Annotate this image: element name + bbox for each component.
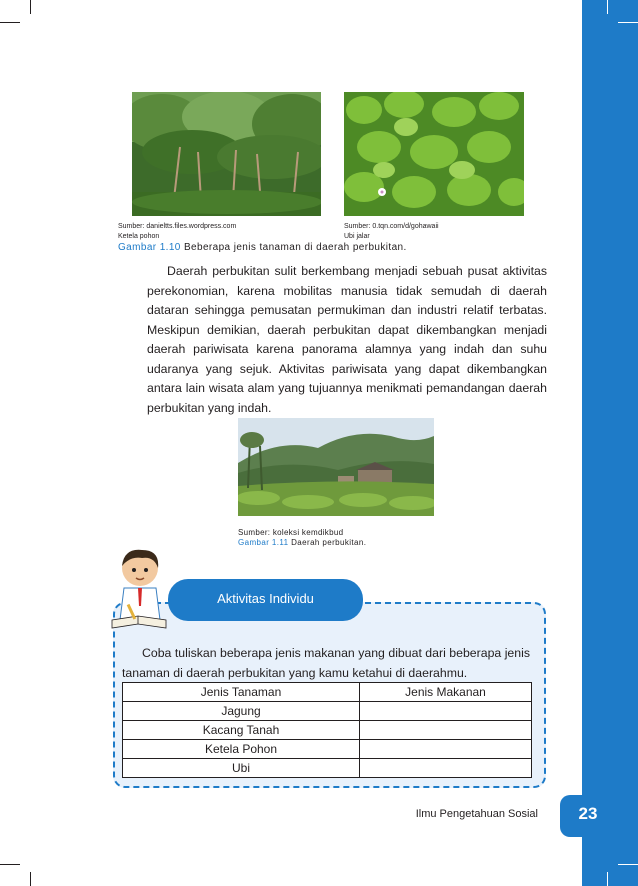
image-name: Ubi jalar [344, 233, 370, 240]
crop-mark [0, 22, 20, 23]
crop-mark [618, 864, 638, 865]
crop-mark [607, 872, 608, 886]
figure-label: Gambar 1.10 [118, 242, 181, 253]
crop-mark [30, 0, 31, 14]
table-header: Jenis Tanaman [123, 683, 360, 702]
table-cell-empty[interactable] [360, 721, 532, 740]
table-header: Jenis Makanan [360, 683, 532, 702]
activity-instruction: Coba tuliskan beberapa jenis makanan yang dibuat dari beberapa jenis tanaman di daerah perbukitan yang kamu ketahui di daerahmu. [122, 646, 530, 680]
image-source: Sumber: koleksi kemdikbud [238, 528, 344, 537]
body-paragraph [147, 262, 547, 418]
crop-mark [30, 872, 31, 886]
cassava-credit [118, 222, 318, 242]
table-row [123, 721, 532, 740]
table-row [123, 740, 532, 759]
paragraph-text: Daerah perbukitan sulit berkembang menjadi sebuah pusat aktivitas perekonomian, karena mobilitas manusia tidak semudah di daerah dataran sehingga pemusatan permukiman dan industri relatif terbatas. Meskipun demikian, daerah perbukitan dapat dikembangkan menjadi daerah pariwisata karena panorama alamnya yang indah dan suhu udaranya yang sejuk. Aktivitas pariwisata yang dapat dikembangkan antara lain wisata alam yang tujuannya menikmati pemandangan daerah perbukitan yang indah. [147, 264, 547, 415]
hill-area-photo [238, 418, 434, 516]
crop-mark [607, 0, 608, 14]
side-color-bar [582, 0, 638, 886]
page-number: 23 [578, 804, 598, 823]
student-illustration [108, 548, 170, 632]
image-source: Sumber: 0.tqn.com/d/gohawaii [344, 223, 439, 230]
figure-caption [238, 538, 458, 547]
cassava-photo [132, 92, 321, 216]
table-cell-empty[interactable] [360, 759, 532, 778]
subject-footer: Ilmu Pengetahuan Sosial [415, 808, 538, 820]
image-name: Ketela pohon [118, 233, 160, 240]
table-header-row [123, 683, 532, 702]
figure-label: Gambar 1.11 [238, 538, 289, 547]
crop-mark [618, 22, 638, 23]
table-cell-empty[interactable] [360, 702, 532, 721]
crop-mark [0, 864, 20, 865]
table-cell-empty[interactable] [360, 740, 532, 759]
figure-caption [118, 242, 538, 253]
table-row [123, 702, 532, 721]
activity-title: Aktivitas Individu [217, 591, 314, 606]
table-cell: Ketela Pohon [123, 740, 360, 759]
table-cell: Kacang Tanah [123, 721, 360, 740]
figure-caption-text: Daerah perbukitan. [291, 538, 367, 547]
table-cell: Jagung [123, 702, 360, 721]
hill-credit [238, 528, 438, 538]
food-table [122, 682, 532, 778]
table-row [123, 759, 532, 778]
sweet-potato-credit [344, 222, 524, 242]
figure-caption-text: Beberapa jenis tanaman di daerah perbukitan. [183, 242, 407, 253]
table-cell: Ubi [123, 759, 360, 778]
image-source: Sumber: danieltts.files.wordpress.com [118, 223, 237, 230]
sweet-potato-photo [344, 92, 524, 216]
